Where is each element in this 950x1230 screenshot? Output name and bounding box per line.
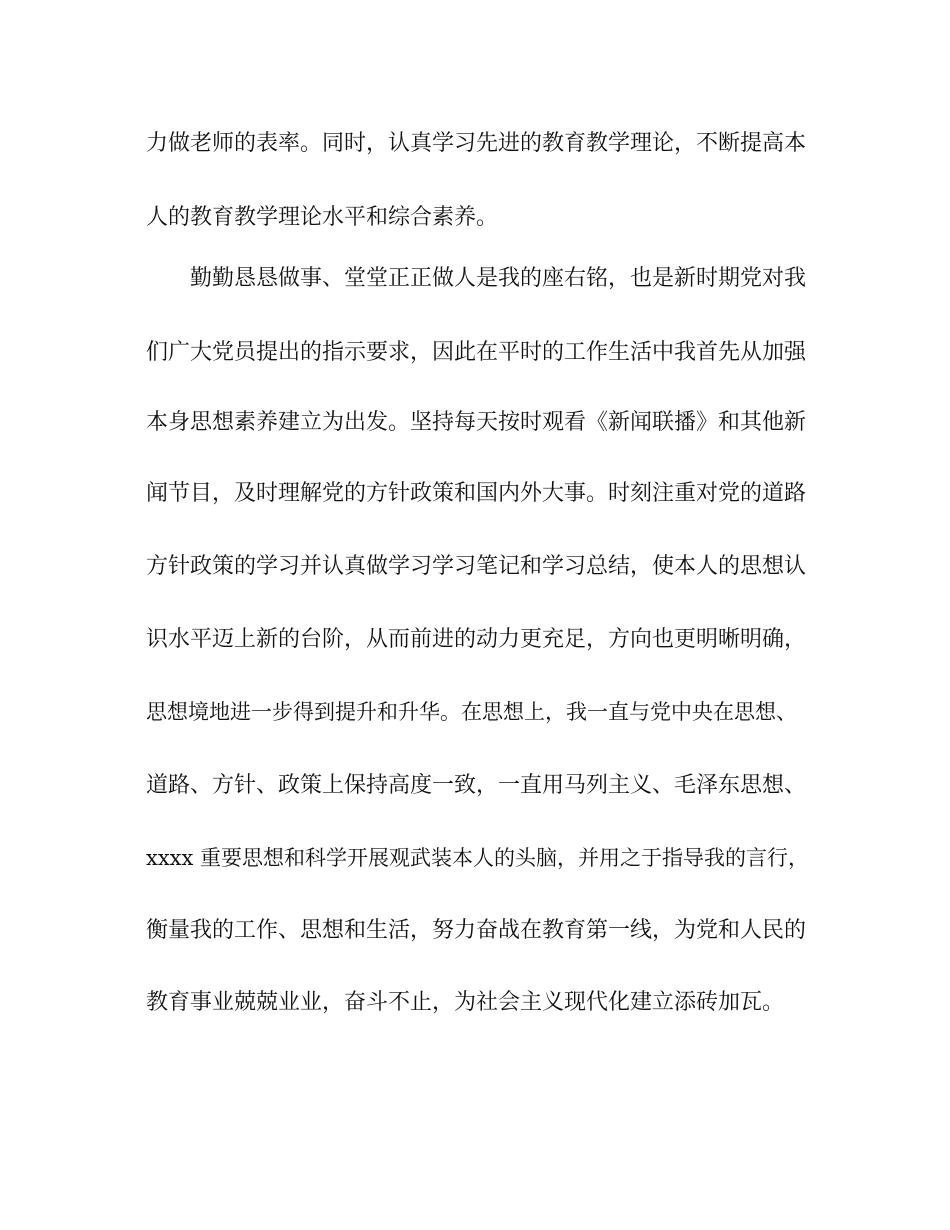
text-line: 闻节目，及时理解党的方针政策和国内外大事。时刻注重对党的道路 xyxy=(146,481,807,506)
text-line: 教育事业兢兢业业，奋斗不止，为社会主义现代化建立添砖加瓦。 xyxy=(146,990,785,1015)
paragraph-first-line: 勤勤恳恳做事、堂堂正正做人是我的座右铭，也是新时期党对我 xyxy=(190,266,807,291)
text-line: 道路、方针、政策上保持高度一致，一直用马列主义、毛泽东思想、 xyxy=(146,773,807,798)
text-line: 人的教育教学理论水平和综合素养。 xyxy=(146,205,499,230)
text-line: 思想境地进一步得到提升和升华。在思想上，我一直与党中央在思想、 xyxy=(146,700,797,724)
text-line: xxxx 重要思想和科学开展观武装本人的头脑，并用之于指导我的言行， xyxy=(146,846,810,870)
text-line: 识水平迈上新的台阶，从而前进的动力更充足，方向也更明晰明确， xyxy=(146,627,807,652)
text-line: 方针政策的学习并认真做学习学习笔记和学习总结，使本人的思想认 xyxy=(146,554,807,579)
text-line: 衡量我的工作、思想和生活，努力奋战在教育第一线，为党和人民的 xyxy=(146,918,807,943)
text-line: 们广大党员提出的指示要求，因此在平时的工作生活中我首先从加强 xyxy=(146,340,807,365)
text-line: 力做老师的表率。同时，认真学习先进的教育教学理论，不断提高本 xyxy=(146,131,807,156)
text-line: 本身思想素养建立为出发。坚持每天按时观看《新闻联播》和其他新 xyxy=(146,410,807,435)
